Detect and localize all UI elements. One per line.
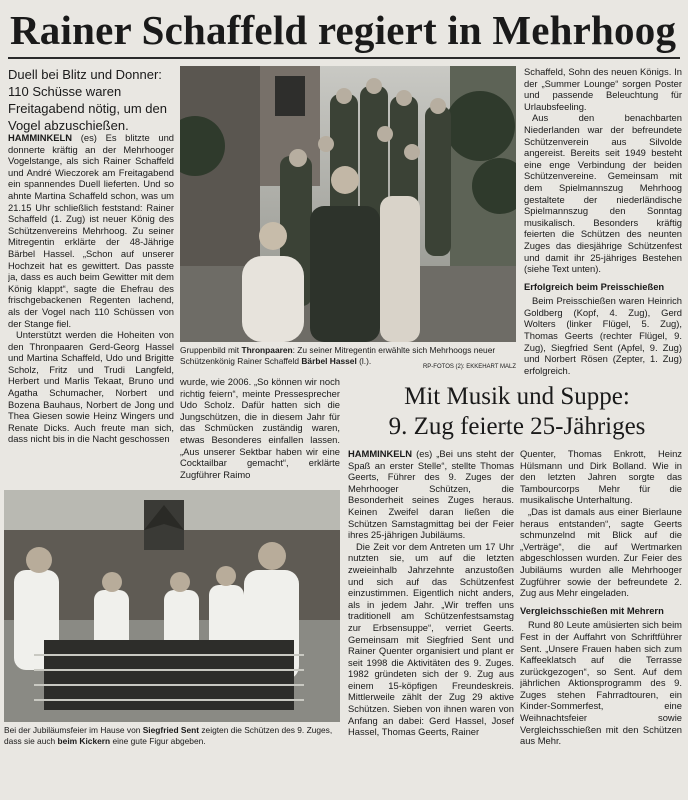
article1-column1	[8, 132, 174, 492]
throne-couples-photo	[180, 66, 516, 342]
article-deck: Duell bei Blitz und Donner: 110 Schüsse waren Freitagabend nötig, um den Vogel abzuschießen.	[8, 67, 167, 133]
article2-headline-line: 9. Zug feierte 25-Jähriges	[388, 413, 646, 440]
article2-headline	[350, 382, 684, 442]
article2-column1	[348, 448, 514, 788]
article1-subheading: Erfolgreich beim Preisschießen	[524, 280, 665, 292]
article2-column2	[520, 448, 682, 788]
article2-paragraph: Rund 80 Leute amüsierten sich beim Fest in der Auffahrt von Schriftführer Sent. „Unsere Frauen haben sich zum Kaffeeklatsch auf die Terrasse zurückgezogen“, so Sent. Auf dem jährlichen Aktionsprogramm des 9. Zuges stehen Fahrradtouren, ein Kinder-Sommerfest, eine Weihnachtsfeier sowie Vergleichsschießen mit den Schützen aus Mehr.	[520, 619, 682, 747]
article1-paragraph: Unterstützt werden die Hoheiten von den Thronpaaren Gerd-Georg Hassel und Martina Schaffeld, Udo und Brigitte Scholz, Fritz und Trudi Langfeld, Herbert und Marlis Tekaat, Bruno und Agatha Schumacher, Norbert und Bozena Bauhaus, Norbert de Jong und Thea Giesen sowie Heinz Wingers und Renate Dicks. Auch freute man sich, dass nicht bis in die Nacht geschossen	[8, 329, 174, 445]
caption-text: (l.).	[356, 355, 372, 366]
article1-paragraph: Schaffeld, Sohn des neuen Königs. In der „Summer Lounge“ sorgen Poster und passende Beleuchtung für Urlaubsfeeling.	[524, 66, 682, 112]
article1-paragraph	[8, 132, 174, 329]
photo2-caption	[4, 725, 340, 746]
caption-bold: beim Kickern	[57, 735, 111, 746]
caption-bold: Thronpaaren	[241, 345, 293, 355]
article2-headline-line: Mit Musik und Suppe:	[404, 383, 630, 410]
photo1-caption	[180, 345, 516, 366]
page-headline: Rainer Schaffeld regiert in Mehrhoog	[10, 7, 677, 53]
article1-kicker: HAMMINKELN	[8, 132, 73, 143]
caption-bold: Siegfried Sent	[142, 725, 200, 735]
headline-rule	[8, 57, 680, 59]
photo-credit: RP-FOTOS (2): EKKEHART MALZ	[422, 364, 516, 370]
article1-column3	[524, 66, 682, 376]
article2-paragraph: „Das ist damals aus einer Bierlaune heraus entstanden“, sagte Geerts schmunzelnd mit Blick auf die „Verträge“, die auf Wertmarken abgeschlossen wurden. Zur Feier des Jubiläums wurden alle Mehrhooger Zugführer sowie der befreundete 2. Zug aus Mehr eingeladen.	[520, 505, 682, 599]
caption-text: zeigten die Schützen des 9. Zuges, dass sie auch	[4, 725, 333, 746]
article2-paragraph: Die Zeit vor dem Antreten um 17 Uhr nutzten sie, um auf die letzten zweieinhalb Jahrzehnte anzustoßen und sich auf das Schützenfest einzustimmen. Eigentlich nicht anders, als in jedem Jahr. „Wir treffen uns traditionell am Schützenfestsamstag zur Erbsensuppe“, verriet Geerts. Gemeinsam mit Siegfried Sent und Rainer Quenter organisiert und plant er seit 1998 die Aktivitäten des 9. Zuges. 1982 gründeten sich der 9. Zug aus einem 15-köpfigen Freundeskreis. Mittlerweile zählt der Zug 29 aktive Schützen. Sieben von ihnen waren von Anfang an dabei: Gerd Hassel, Josef Hassel, Thomas Geerts, Rainer	[348, 540, 514, 738]
article1-column2	[180, 376, 340, 480]
article2-paragraph	[348, 448, 514, 541]
caption-text: eine gute Figur abgeben.	[110, 735, 206, 746]
article1-paragraph: wurde, wie 2006. „So können wir noch richtig feiern“, meinte Pressesprecher Udo Scholz. Dafür hatten sich die Jungschützen, die in diesem Jahr für das Schmücken zuständig waren, etwas Besonderes einfallen lassen. „Aus unserer Sektbar haben wir eine Cocktailbar gemacht“, erklärte Zugführer Raimo	[180, 376, 340, 480]
caption-text: Bei der Jubiläumsfeier im Hause von	[4, 725, 143, 735]
article1-paragraph: Beim Preisschießen waren Heinrich Goldberg (Kopf, 4. Zug), Gerd Wolters (linker Flügel, 5. Zug), Thomas Geerts (rechter Flügel, 9. Zug), Siegfried Sent (Apfel, 9. Zug) und Norbert Rösen (Zepter, 1. Zug) erfolgreich.	[524, 295, 682, 376]
article2-kicker: HAMMINKELN	[348, 448, 413, 459]
caption-text: : Zu seiner Mitregentin erwählte sich Mehrhoogs neuer Schützenkönig Rainer Schaffeld	[180, 345, 496, 366]
kicker-table-photo	[4, 490, 340, 722]
article2-text: (es) „Bei uns steht der Spaß an erster Stelle“, stellte Thomas Geerts, Führer des 9. Zuges der Mehrhooger Schützen, die Besonderheit seines Zuges heraus. Keinen Zweifel daran ließen die Schützen Samstagmittag bei der Feier ihres 25-jährigen Jubiläums.	[348, 448, 514, 541]
caption-bold: Bärbel Hassel	[301, 355, 357, 366]
article1-text: (es) Es blitzte und donnerte kräftig an der Mehrhooger Vogelstange, als sich Rainer Schaffeld und André Wieczorek am Freitagabend ein spannendes Duell lieferten. Und so ahnte Martina Schaffeld schon, was um 21.15 Uhr schließlich feststand: Rainer Schaffeld (1. Zug) ist neuer König des Schützenvereins Mehrhoog. Zu seiner Mitregentin erklärte der 48-Jährige Bärbel Hassel. „Schon auf unserer Hochzeit hat es gewittert. Das passte ja, dass es auch beim Gewitter mit dem König klappt“, sagte die Ehefrau des frischgebackenen Regenten lachend, als der Vogel nach 110 Schüssen von der Stange fiel.	[8, 132, 174, 329]
article2-paragraph: Quenter, Thomas Enkrott, Heinz Hülsmann und Dirk Bolland. Wie in den letzten Jahren sorgte das Tambourcorps Mehr für die musikalische Unterhaltung.	[520, 448, 682, 506]
caption-text: Gruppenbild mit	[180, 345, 242, 355]
kicker-table-image	[4, 490, 340, 722]
article1-paragraph: Aus den benachbarten Niederlanden war der befreundete Schützenverein aus Silvolde angereist. Bereits seit 1949 besteht eine enge Verbindung der beiden Schützenvereine. Gemeinsam mit dem Spielmannszug Mehrhoog gestaltete der niederländische Spielmannszug den Sonntag musikalisch. Besonders kräftig feierten die Schützen des neunten Zuges das diesjährige Schützenfest und damit ihr 25-jähriges Bestehen (siehe Text unten).	[524, 112, 682, 275]
throne-couples-image	[180, 66, 516, 342]
article2-subheading: Vergleichsschießen mit Mehrern	[520, 604, 664, 616]
